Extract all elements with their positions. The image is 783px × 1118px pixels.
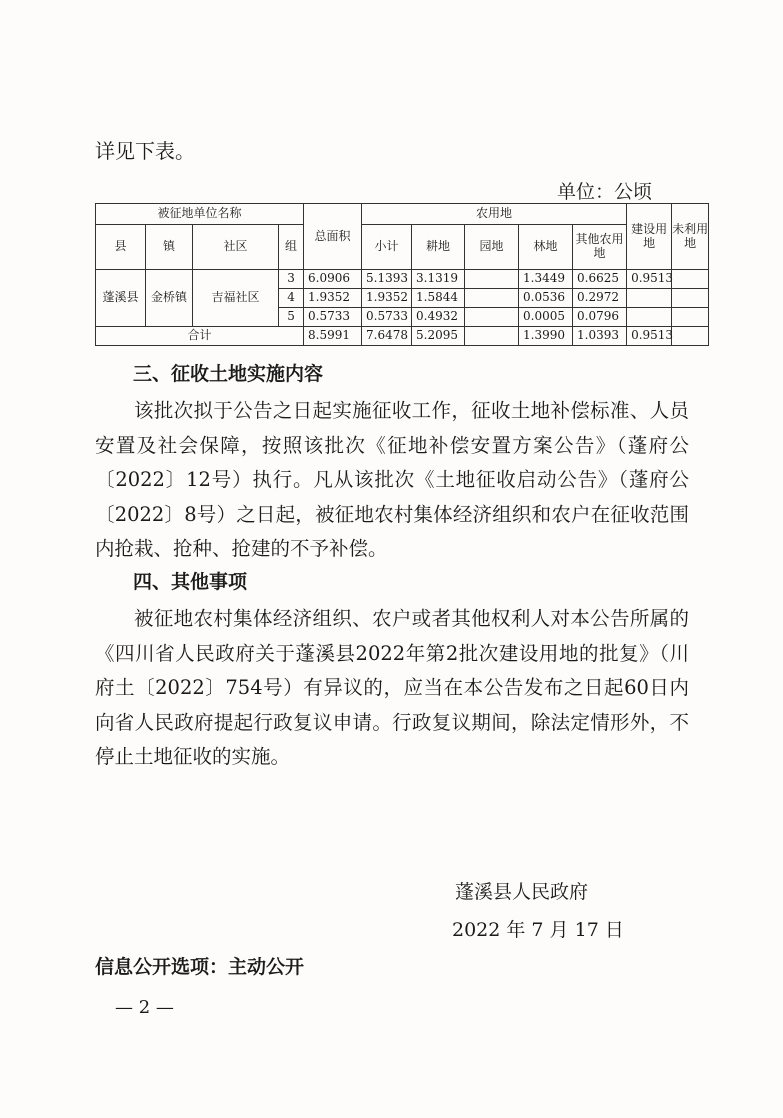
header-unit-name: 被征地单位名称 [96, 204, 304, 225]
cell-county: 蓬溪县 [96, 270, 146, 327]
section4-paragraph: 被征地农村集体经济组织、农户或者其他权利人对本公告所属的《四川省人民政府关于蓬溪县2022年第2批次建设用地的批复》（川府土〔2022〕754号）有异议的，应当在本公告发布之日起60日内向省人民政府提起行政复议申请。行政复议期间，除法定情形外，不停止土地征收的实施。 [95, 607, 689, 768]
header-town: 镇 [146, 225, 193, 270]
header-farmland: 农用地 [362, 204, 627, 225]
header-arable: 耕地 [412, 225, 465, 270]
header-garden: 园地 [465, 225, 519, 270]
header-group: 组 [279, 225, 304, 270]
header-forest: 林地 [519, 225, 573, 270]
cell-unused [672, 270, 709, 289]
signature-date: 2022 年 7 月 17 日 [452, 919, 624, 941]
section3-paragraph: 该批次拟于公告之日起实施征收工作，征收土地补偿标准、人员安置及社会保障，按照该批次《征地补偿安置方案公告》（蓬府公〔2022〕12号）执行。凡从该批次《土地征收启动公告》（蓬府公〔2022〕8号）之日起，被征地农村集体经济组织和农户在征收范围内抢栽、抢种、抢建的不予补偿。 [95, 399, 689, 560]
cell-forest: 0.0536 [519, 289, 573, 308]
cell-garden [465, 270, 519, 289]
cell-subtotal: 1.9352 [362, 289, 412, 308]
cell-other-farm: 1.0393 [573, 327, 627, 346]
section4-body [95, 602, 689, 775]
cell-forest: 1.3449 [519, 270, 573, 289]
cell-forest: 1.3990 [519, 327, 573, 346]
cell-subtotal: 5.1393 [362, 270, 412, 289]
cell-group: 4 [279, 289, 304, 308]
table-header-row [96, 204, 709, 225]
cell-arable: 3.1319 [412, 270, 465, 289]
header-construction: 建设用地 [627, 204, 672, 270]
section3-body [95, 394, 689, 567]
cell-group: 5 [279, 308, 304, 327]
cell-total: 0.5733 [304, 308, 362, 327]
cell-garden [465, 308, 519, 327]
cell-garden [465, 327, 519, 346]
cell-subtotal: 0.5733 [362, 308, 412, 327]
cell-garden [465, 289, 519, 308]
cell-arable: 1.5844 [412, 289, 465, 308]
intro-text: 详见下表。 [95, 139, 195, 163]
cell-community: 吉福社区 [193, 270, 279, 327]
cell-total: 6.0906 [304, 270, 362, 289]
unit-label: 单位：公顷 [557, 181, 653, 203]
cell-total-label: 合计 [96, 327, 304, 346]
header-total-area: 总面积 [304, 204, 362, 270]
cell-group: 3 [279, 270, 304, 289]
disclosure-option: 信息公开选项：主动公开 [95, 956, 305, 978]
header-community: 社区 [193, 225, 279, 270]
cell-other-farm: 0.6625 [573, 270, 627, 289]
cell-arable: 0.4932 [412, 308, 465, 327]
cell-construction [627, 289, 672, 308]
header-other-farm: 其他农用地 [573, 225, 627, 270]
cell-total: 8.5991 [304, 327, 362, 346]
table-total-row [96, 327, 709, 346]
cell-unused [672, 327, 709, 346]
cell-other-farm: 0.2972 [573, 289, 627, 308]
table-subheader-row [96, 225, 709, 270]
cell-other-farm: 0.0796 [573, 308, 627, 327]
cell-subtotal: 7.6478 [362, 327, 412, 346]
table-row [96, 270, 709, 289]
header-subtotal: 小计 [362, 225, 412, 270]
header-county: 县 [96, 225, 146, 270]
signature-org: 蓬溪县人民政府 [455, 881, 589, 903]
cell-unused [672, 289, 709, 308]
cell-arable: 5.2095 [412, 327, 465, 346]
header-unused: 未利用地 [672, 204, 709, 270]
cell-construction: 0.9513 [627, 270, 672, 289]
section4-title: 四、其他事项 [133, 571, 248, 593]
cell-forest: 0.0005 [519, 308, 573, 327]
page-number: — 2 — [115, 997, 174, 1018]
section3-title: 三、征收土地实施内容 [133, 363, 324, 385]
cell-unused [672, 308, 709, 327]
cell-town: 金桥镇 [146, 270, 193, 327]
cell-total: 1.9352 [304, 289, 362, 308]
land-acquisition-table [95, 203, 709, 346]
cell-construction: 0.9513 [627, 327, 672, 346]
cell-construction [627, 308, 672, 327]
